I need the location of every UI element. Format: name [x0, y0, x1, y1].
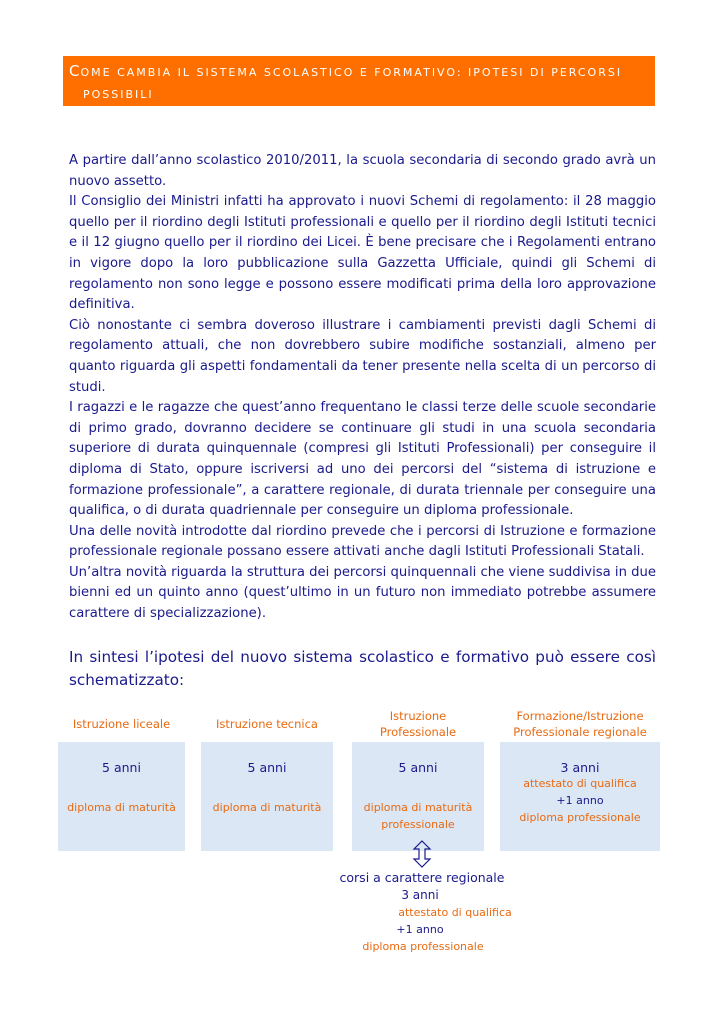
column-head-line: Formazione/Istruzione: [516, 709, 644, 723]
title-line-1: OME CAMBIA IL SISTEMA SCOLASTICO E FORMATIVO: IPOTESI DI PERCORSI: [80, 66, 623, 79]
diploma-label: diploma di maturità: [212, 801, 322, 814]
column-head-line: Istruzione: [389, 709, 447, 723]
box-regionale: [500, 742, 660, 851]
body-text: [69, 151, 656, 625]
years-label: 5 anni: [398, 760, 438, 775]
diploma-label: [352, 799, 484, 833]
regional-plus-year: +1 anno: [396, 923, 444, 936]
diploma-line: diploma di maturità: [363, 801, 473, 814]
years-label: 5 anni: [247, 760, 287, 775]
title-initial: C: [69, 62, 81, 80]
diploma-label: diploma di maturità: [67, 801, 176, 814]
paragraph: A partire dall’anno scolastico 2010/2011, la scuola secondaria di secondo grado avrà un nuovo assetto.: [69, 153, 656, 189]
regional-years: 3 anni: [401, 888, 439, 902]
regional-title: corsi a carattere regionale: [339, 870, 505, 885]
title-banner: [63, 56, 655, 106]
summary-line-2: schematizzato:: [69, 671, 185, 689]
column-head-line: Professionale regionale: [513, 725, 647, 739]
years-label: 3 anni: [560, 760, 600, 775]
up-down-arrow-icon: [412, 840, 432, 868]
column-head-regionale: [500, 708, 660, 740]
diploma-label: diploma professionale: [519, 811, 641, 824]
qualifica-label: attestato di qualifica: [523, 777, 637, 790]
column-head-professionale: [352, 708, 484, 740]
box-liceale: [58, 742, 185, 851]
paragraph: Ciò nonostante ci sembra doveroso illustrare i cambiamenti previsti dagli Schemi di regolamento attuali, che non dovrebbero subire modifiche sostanziali, almeno per quanto riguarda gli aspetti fondamentali da tener presente nella scelta di un percorso di studi.: [69, 317, 656, 395]
title-line-2: POSSIBILI: [83, 88, 154, 101]
paragraph: Il Consiglio dei Ministri infatti ha approvato i nuovi Schemi di regolamento: il 28 maggio quello per il riordino degli Istituti professionali e quello per il riordino degli Istituti tecnici e il 12 giugno quello per il riordino dei Licei. È bene precisare che i Regolamenti entrano in vigore dopo la loro pubblicazione sulla Gazzetta Ufficiale, quindi gli Schemi di regolamento non sono legge e possono essere modificati prima della loro approvazione definitiva.: [69, 194, 656, 313]
summary-line-1: In sintesi l’ipotesi del nuovo sistema scolastico e formativo può essere così: [69, 648, 656, 666]
paragraph: I ragazzi e le ragazze che quest’anno frequentano le classi terze delle scuole secondarie di primo grado, dovranno decidere se continuare gli studi in una scuola secondaria superiore di durata quinquennale (compresi gli Istituti Professionali) per conseguire il diploma di Stato, oppure iscriversi ad uno dei percorsi del “sistema di istruzione e formazione professionale”, a carattere regionale, di durata triennale per conseguire una qualifica, o di durata quadriennale per conseguire un diploma professionale.: [69, 400, 656, 519]
box-tecnica: [201, 742, 333, 851]
box-professionale: [352, 742, 484, 851]
page-title: [69, 60, 649, 106]
regional-qualifica: attestato di qualifica: [398, 906, 512, 919]
years-label: 5 anni: [102, 760, 141, 775]
paragraph: Un’altra novità riguarda la struttura dei percorsi quinquennali che viene suddivisa in due bienni ed un quinto anno (quest’ultimo in un futuro non immediato potrebbe assumere carattere di specializzazione).: [69, 564, 656, 622]
diploma-line: professionale: [381, 818, 455, 831]
plus-year-label: +1 anno: [556, 794, 604, 807]
column-head-liceale: Istruzione liceale: [72, 717, 171, 731]
paragraph: Una delle novità introdotte dal riordino prevede che i percorsi di Istruzione e formazione professionale regionale possano essere attivati anche dagli Istituti Professionali Statali.: [69, 523, 656, 560]
regional-diploma: diploma professionale: [362, 940, 484, 953]
column-head-tecnica: Istruzione tecnica: [216, 717, 318, 731]
column-head-line: Professionale: [379, 725, 457, 739]
